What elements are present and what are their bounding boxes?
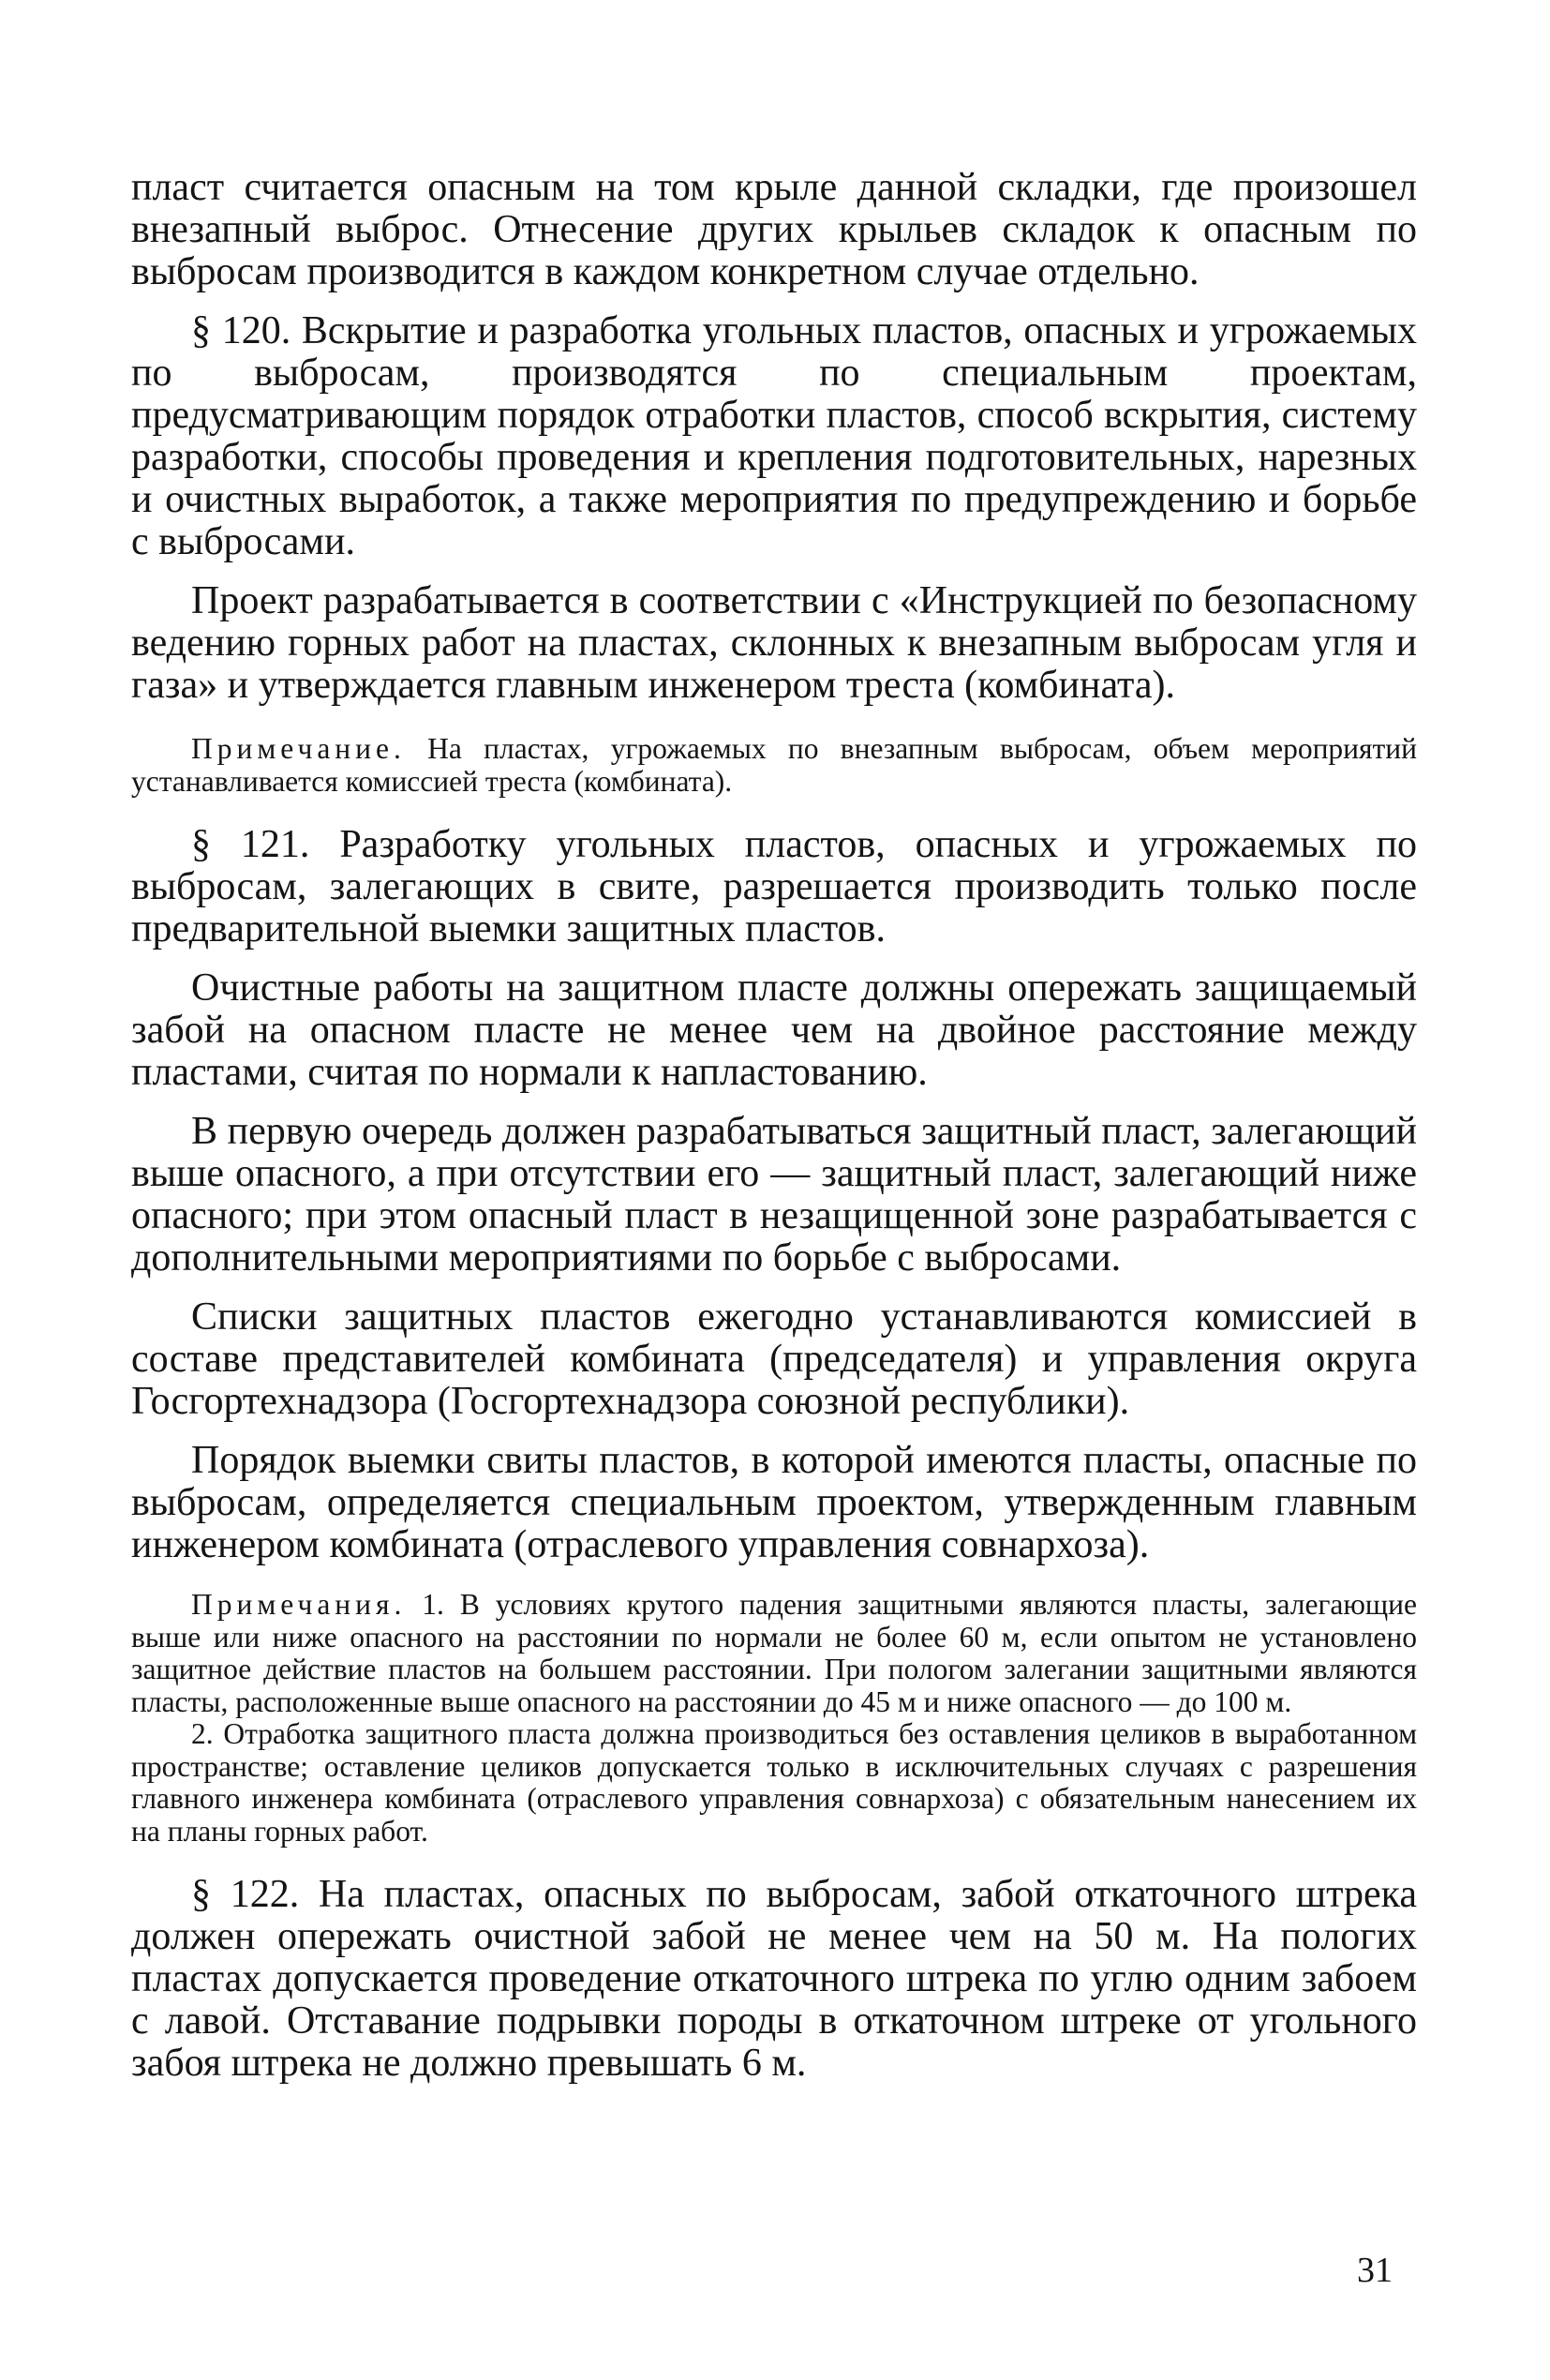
note-2-item-1-text: 1. В условиях крутого падения защитными являются пласты, залегающие выше или ниже опасного на расстоянии по нормали не более 60 м, если опытом не установлено защитное действие пластов на большем расстоянии. При пологом залегании защитными являются пласты, расположенные выше опасного на расстоянии до 45 м и ниже опасного — до 100 м. — [131, 1588, 1418, 1718]
note-2-item-1 — [131, 1589, 1417, 1718]
note-1-label: Примечание. — [191, 732, 406, 765]
paragraph-section-120: § 120. Вскрытие и разработка угольных пластов, опасных и угрожаемых по выбросам, производятся по специальным проектам, предусматривающим порядок отработки пластов, способ вскрытия, систему разработки, способы проведения и крепления подготовительных, нарезных и очистных выработок, а также мероприятия по предупреждению и борьбе с выбросами. — [131, 309, 1417, 563]
note-1 — [131, 733, 1417, 798]
paragraph-cleaning-works: Очистные работы на защитном пласте должны опережать защищаемый забой на опасном пласте не менее чем на двойное расстояние между пластами, считая по нормали к напластованию. — [131, 966, 1417, 1094]
paragraph-project: Проект разрабатывается в соответствии с «Инструкцией по безопасному ведению горных работ на пластах, склонных к внезапным выбросам угля и газа» и утверждается главным инженером треста (комбината). — [131, 579, 1417, 707]
document-page — [131, 167, 1417, 2085]
paragraph-order: Порядок выемки свиты пластов, в которой имеются пласты, опасные по выбросам, определяется специальным проектом, утвержденным главным инженером комбината (отраслевого управления совнархоза). — [131, 1439, 1417, 1566]
note-2-label: Примечания. — [191, 1588, 407, 1621]
note-1-text: На пластах, угрожаемых по внезапным выбросам, объем мероприятий устанавливается комиссией треста (комбината). — [131, 732, 1418, 798]
page-number: 31 — [1357, 2251, 1393, 2290]
paragraph-section-121: § 121. Разработку угольных пластов, опасных и угрожаемых по выбросам, залегающих в свите, разрешается производить только после предварительной выемки защитных пластов. — [131, 823, 1417, 951]
paragraph-lists: Списки защитных пластов ежегодно устанавливаются комиссией в составе представителей комбината (председателя) и управления округа Госгортехнадзора (Госгортехнадзора союзной республики). — [131, 1295, 1417, 1423]
paragraph-continuation: пласт считается опасным на том крыле данной складки, где произошел внезапный выброс. Отнесение других крыльев складок к опасным по выбросам производится в каждом конкретном случае отдельно. — [131, 166, 1417, 293]
paragraph-first-order: В первую очередь должен разрабатываться защитный пласт, залегающий выше опасного, а при отсутствии его — защитный пласт, залегающий ниже опасного; при этом опасный пласт в незащищенной зоне разрабатывается с дополнительными мероприятиями по борьбе с выбросами. — [131, 1110, 1417, 1280]
note-2-item-2: 2. Отработка защитного пласта должна производиться без оставления целиков в выработанном пространстве; оставление целиков допускается только в исключительных случаях с разрешения главного инженера комбината (отраслевого управления совнархоза) с обязательным нанесением их на планы горных работ. — [131, 1717, 1417, 1848]
paragraph-section-122: § 122. На пластах, опасных по выбросам, забой откаточного штрека должен опережать очистной забой не менее чем на 50 м. На пологих пластах допускается проведение откаточного штрека по углю одним забоем с лавой. Отставание подрывки породы в откаточном штреке от угольного забоя штрека не должно превышать 6 м. — [131, 1873, 1417, 2085]
